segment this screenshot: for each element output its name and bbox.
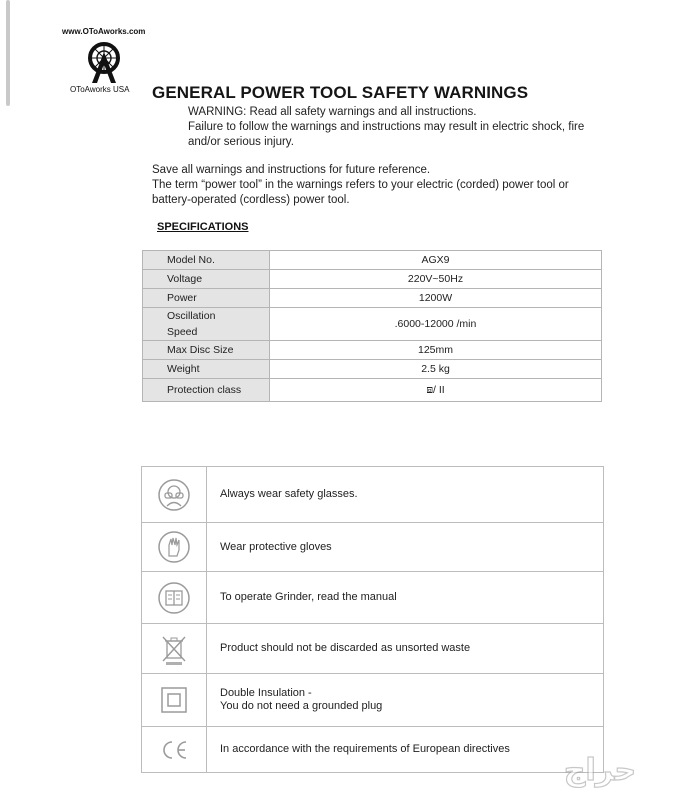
brand-name: OToAworks USA [70, 85, 130, 94]
watermark [506, 752, 694, 788]
protective-gloves-icon [157, 530, 191, 564]
symbol-cell [142, 624, 207, 674]
warning-line: and/or serious injury. [188, 136, 294, 148]
spec-value: 220V~50Hz [270, 270, 602, 289]
table-row [143, 341, 602, 360]
symbol-text [207, 674, 604, 727]
safety-glasses-icon [157, 478, 191, 512]
warning-line: Failure to follow the warnings and instructions may result in electric shock, fire [188, 121, 585, 133]
symbol-text: To operate Grinder, read the manual [207, 572, 604, 624]
spec-label: Model No. [143, 251, 270, 270]
warning-block [188, 105, 608, 150]
spec-label: Weight [143, 360, 270, 379]
table-row [143, 379, 602, 402]
spec-label [143, 308, 270, 341]
intro-line: Save all warnings and instructions for future reference. [152, 164, 431, 176]
ce-mark-icon [157, 737, 191, 763]
specifications-heading: SPECIFICATIONS [157, 221, 249, 233]
scrollbar[interactable] [6, 0, 10, 106]
table-row [142, 572, 604, 624]
ferris-wheel-a-logo-icon [83, 40, 125, 84]
spec-value: 125mm [270, 341, 602, 360]
symbol-text: In accordance with the requirements of European directives [207, 727, 604, 773]
read-manual-icon [157, 581, 191, 615]
symbol-text-line: Double Insulation - [220, 687, 312, 699]
intro-line: The term “power tool” in the warnings refers to your electric (corded) power tool or [152, 179, 569, 191]
table-row [142, 674, 604, 727]
spec-label-line: Speed [167, 326, 198, 338]
double-insulation-icon [157, 683, 191, 717]
spec-value: .6000-12000 /min [270, 308, 602, 341]
symbol-text-line: You do not need a grounded plug [220, 700, 383, 712]
spec-value: AGX9 [270, 251, 602, 270]
symbols-table [141, 466, 604, 773]
symbol-cell [142, 572, 207, 624]
table-row [143, 308, 602, 341]
page-title: GENERAL POWER TOOL SAFETY WARNINGS [152, 83, 529, 102]
table-row [142, 523, 604, 572]
symbol-text: Wear protective gloves [207, 523, 604, 572]
warning-line: WARNING: Read all safety warnings and all instructions. [188, 106, 477, 118]
spec-label: Protection class [143, 379, 270, 402]
symbol-cell [142, 523, 207, 572]
site-url: www.OToAworks.com [62, 27, 146, 36]
spec-label-line: Oscillation [167, 310, 216, 322]
specifications-table [142, 250, 602, 402]
spec-value: ⧈/ II [270, 379, 602, 402]
intro-line: battery-operated (cordless) power tool. [152, 194, 350, 206]
crossed-bin-icon [157, 632, 191, 666]
table-row [142, 624, 604, 674]
table-row [143, 360, 602, 379]
table-row [143, 270, 602, 289]
symbol-text: Product should not be discarded as unsorted waste [207, 624, 604, 674]
intro-block [152, 163, 592, 208]
spec-label: Voltage [143, 270, 270, 289]
spec-label: Max Disc Size [143, 341, 270, 360]
spec-value: 2.5 kg [270, 360, 602, 379]
watermark-text: حراج [563, 753, 637, 788]
spec-label: Power [143, 289, 270, 308]
spec-value: 1200W [270, 289, 602, 308]
symbol-text: Always wear safety glasses. [207, 467, 604, 523]
symbol-cell [142, 467, 207, 523]
symbol-cell [142, 727, 207, 773]
symbol-cell [142, 674, 207, 727]
table-row [142, 467, 604, 523]
table-row [143, 251, 602, 270]
table-row [143, 289, 602, 308]
